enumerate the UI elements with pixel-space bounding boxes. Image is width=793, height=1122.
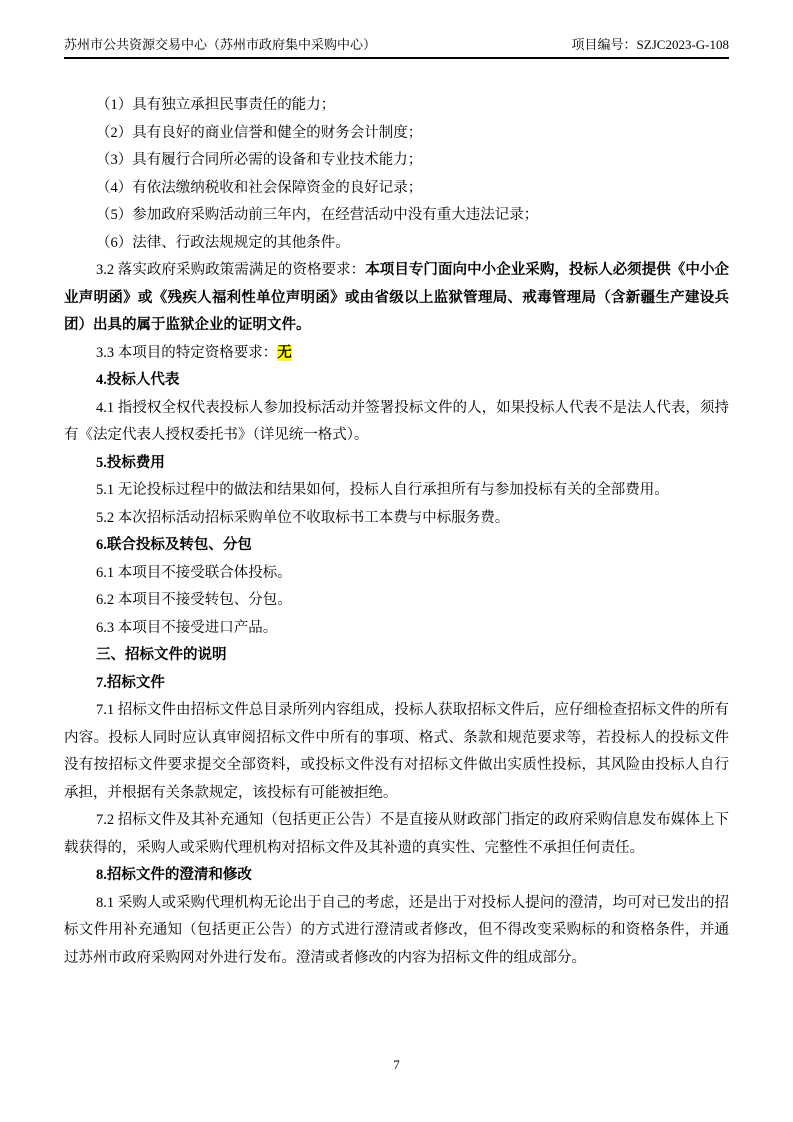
clause-text: 5.2 本次招标活动招标采购单位不收取标书工本费与中标服务费。: [96, 509, 510, 526]
eligibility-item-6: [64, 230, 729, 258]
heading-text: 4.投标人代表: [96, 372, 180, 388]
clause-text: （2）具有良好的商业信誉和健全的财务会计制度；: [96, 124, 423, 141]
eligibility-item-2: [64, 120, 729, 148]
header-org-name: 苏州市公共资源交易中心（苏州市政府集中采购中心）: [64, 37, 377, 52]
clause-3-3: [64, 340, 729, 368]
clause-text: （5）参加政府采购活动前三年内，在经营活动中没有重大违法记录；: [96, 207, 539, 223]
section-heading-8: [64, 862, 729, 890]
clause-6-2: [64, 587, 729, 615]
section-heading-4: [64, 367, 729, 395]
page-number: 7: [393, 1057, 400, 1072]
page-footer: [0, 1057, 793, 1072]
document-body: [64, 92, 729, 972]
clause-6-3: [64, 615, 729, 643]
clause-5-1: [64, 477, 729, 505]
clause-text: 3.2 落实政府采购政策需满足的资格要求：: [96, 262, 366, 278]
heading-text: 6.联合投标及转包、分包: [96, 537, 252, 553]
clause-text: （6）法律、行政法规规定的其他条件。: [96, 234, 350, 251]
clause-8-1: [64, 890, 729, 973]
clause-5-2: [64, 505, 729, 533]
clause-text: 3.3 本项目的特定资格要求：: [96, 344, 278, 361]
section-heading-7: [64, 670, 729, 698]
heading-text: 8.招标文件的澄清和修改: [96, 867, 252, 883]
heading-text: 三、招标文件的说明: [96, 647, 227, 663]
page-header: [64, 37, 729, 59]
clause-6-1: [64, 560, 729, 588]
section-heading-5: [64, 450, 729, 478]
clause-emphasis-text: 本项目专门面向中小企业采购，投标人必须提供《中小企业声明函》或《残疾人福利性单位声明函》或由省级以上监狱管理局、戒毒管理局（含新疆生产建设兵团）出具的属于监狱企业的证明文件。: [64, 262, 730, 333]
chapter-heading-3: [64, 642, 729, 670]
clause-text: 6.3 本项目不接受进口产品。: [96, 619, 278, 636]
heading-text: 5.投标费用: [96, 454, 165, 471]
clause-4-1: [64, 395, 729, 450]
clause-text: 7.2 招标文件及其补充通知（包括更正公告）不是直接从财政部门指定的政府采购信息发布媒体上下载获得的，采购人或采购代理机构对招标文件及其补遗的真实性、完整性不承担任何责任。: [64, 812, 729, 856]
clause-text: （1）具有独立承担民事责任的能力；: [96, 97, 336, 113]
clause-text: 6.1 本项目不接受联合体投标。: [96, 564, 292, 581]
clause-text: 7.1 招标文件由招标文件总目录所列内容组成，投标人获取招标文件后，应仔细检查招标文件的所有内容。投标人同时应认真审阅招标文件中所有的事项、格式、条款和规范要求等，若投标人的投标文件没有按招标文件要求提交全部资料，或投标文件没有对招标文件做出实质性投标，其风险由投标人自行承担，并根据有关条款规定，该投标有可能被拒绝。: [64, 702, 729, 801]
clause-text: （3）具有履行合同所必需的设备和专业技术能力；: [96, 152, 423, 168]
clause-7-2: [64, 807, 729, 862]
heading-text: 7.招标文件: [96, 674, 165, 691]
eligibility-item-1: [64, 92, 729, 120]
highlighted-none-value: 无: [277, 344, 292, 361]
eligibility-item-4: [64, 175, 729, 203]
clause-text: 8.1 采购人或采购代理机构无论出于自己的考虑，还是出于对投标人提问的澄清，均可对已发出的招标文件用补充通知（包括更正公告）的方式进行澄清或者修改，但不得改变采购标的和资格条件，并通过苏州市政府采购网对外进行发布。澄清或者修改的内容为招标文件的组成部分。: [64, 894, 729, 966]
eligibility-item-3: [64, 147, 729, 175]
eligibility-item-5: [64, 202, 729, 230]
clause-7-1: [64, 697, 729, 807]
clause-text: 6.2 本项目不接受转包、分包。: [96, 592, 292, 608]
section-heading-6: [64, 532, 729, 560]
clause-text: 4.1 指授权全权代表投标人参加投标活动并签署投标文件的人，如果投标人代表不是法人代表，须持有《法定代表人授权委托书》（详见统一格式）。: [64, 399, 729, 443]
clause-3-2: [64, 257, 729, 340]
header-project-number: 项目编号：SZJC2023-G-108: [571, 37, 729, 52]
clause-text: 5.1 无论投标过程中的做法和结果如何，投标人自行承担所有与参加投标有关的全部费用。: [96, 482, 669, 498]
clause-text: （4）有依法缴纳税收和社会保障资金的良好记录；: [96, 179, 423, 196]
